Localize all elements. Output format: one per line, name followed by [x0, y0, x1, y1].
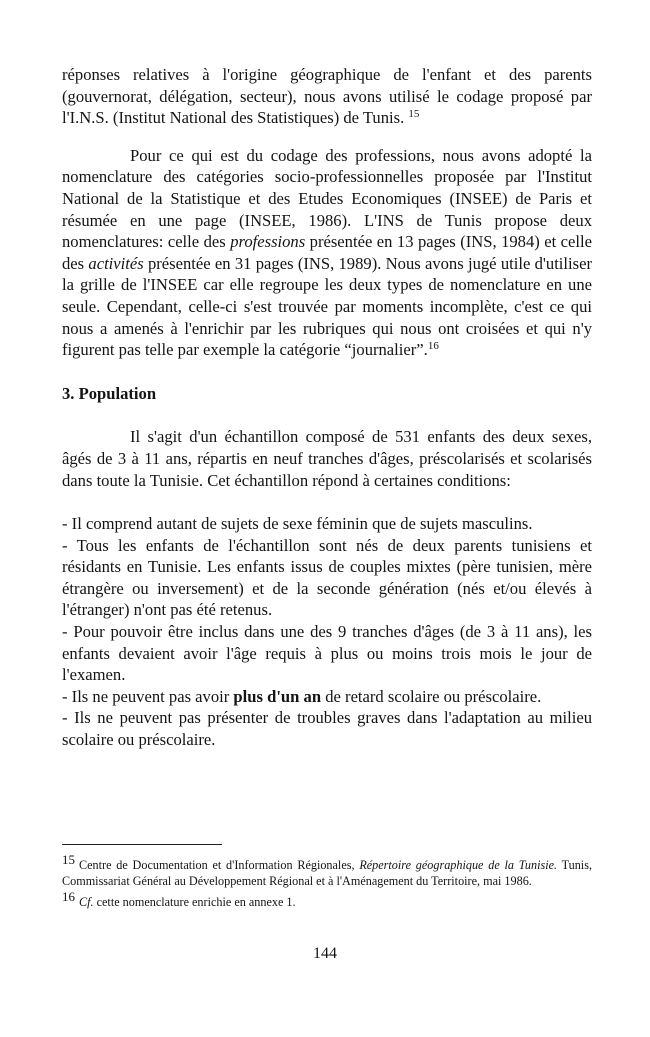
footnote-number: 15 — [62, 852, 75, 867]
list-item-text: - Ils ne peuvent pas avoir — [62, 686, 234, 706]
footnote-16 — [62, 889, 592, 910]
document-body — [62, 64, 592, 751]
list-item: - Tous les enfants de l'échantillon sont nés de deux parents tunisiens et résidants en Tunisie. Les enfants issus de couples mixtes (père tunisien, mère étrangère ou inversement) et de la seconde génération (nés et/ou élevés à l'étranger) n'ont pas été retenus. — [62, 535, 592, 620]
paragraph-text: présentée en 31 pages (INS, 1989). Nous avons jugé utile d'utiliser la grille de l'INSEE car elle regroupe les deux types de nomenclature en une seule. Cependant, celle-ci s'est trouvée par moments incomplète, c'est ce qui nous a amenés à l'enrichir par les rubriques qui nous ont croisées et qui n'y figurent pas telle par exemple la catégorie “journalier”. — [62, 253, 592, 360]
footnote-text: Tunis, Commissariat Général au Développement Régional et à l'Aménagement du Territoire, mai 1986. — [62, 858, 592, 888]
list-item-text: de retard scolaire ou préscolaire. — [321, 686, 542, 706]
page-number: 144 — [313, 945, 337, 962]
paragraph-text: présentée en 13 pages (INS, 1984) et celle des — [62, 232, 592, 273]
list-item — [62, 686, 592, 708]
section-heading: 3. Population — [62, 383, 157, 403]
footnote-title: Répertoire géographique de la Tunisie. — [359, 858, 558, 872]
emphasis-professions: professions — [230, 232, 306, 252]
footnote-number: 16 — [62, 889, 75, 904]
conditions-list — [62, 513, 592, 751]
paragraph-text: Pour ce qui est du codage des professions, nous avons adopté la nomenclature des catégories socio-professionnelles proposée par l'Institut National de la Statistique et des Etudes Economiques (INSEE) de Paris et résumée en une page (INSEE, 1986). L'INS de Tunis propose deux nomenclatures: celle des — [62, 145, 592, 252]
paragraph-sample-description: Il s'agit d'un échantillon composé de 531 enfants des deux sexes, âgés de 3 à 11 ans, répartis en neuf tranches d'âges, préscolarisés et scolarisés dans toute la Tunisie. Cet échantillon répond à certaines conditions: — [62, 427, 592, 490]
list-item: - Il comprend autant de sujets de sexe féminin que de sujets masculins. — [62, 514, 533, 534]
footnote-15 — [62, 852, 592, 889]
footnote-text: cette nomenclature enrichie en annexe 1. — [93, 895, 296, 909]
footnote-ref-16[interactable]: 16 — [427, 340, 439, 353]
paragraph-origin-coding — [62, 64, 592, 129]
emphasis-activites: activités — [88, 253, 144, 273]
paragraph-profession-coding — [62, 145, 592, 361]
bold-emphasis: plus d'un an — [233, 686, 322, 706]
list-item: - Ils ne peuvent pas présenter de troubles graves dans l'adaptation au milieu scolaire ou préscolaire. — [62, 708, 592, 750]
footnote-divider — [62, 844, 222, 845]
footnote-text: Centre de Documentation et d'Information Régionales, — [79, 858, 360, 872]
paragraph-text: réponses relatives à l'origine géographique de l'enfant et des parents (gouvernorat, délégation, secteur), nous avons utilisé le codage proposé par l'I.N.S. (Institut National des Statistiques) de Tunis. — [62, 65, 592, 128]
footnotes — [62, 852, 592, 910]
footnote-ref-15[interactable]: 15 — [408, 108, 420, 121]
list-item: - Pour pouvoir être inclus dans une des 9 tranches d'âges (de 3 à 11 ans), les enfants devaient avoir l'âge requis à plus ou moins trois mois le jour de l'examen. — [62, 622, 592, 685]
footnote-emphasis: Cf. — [79, 895, 94, 909]
